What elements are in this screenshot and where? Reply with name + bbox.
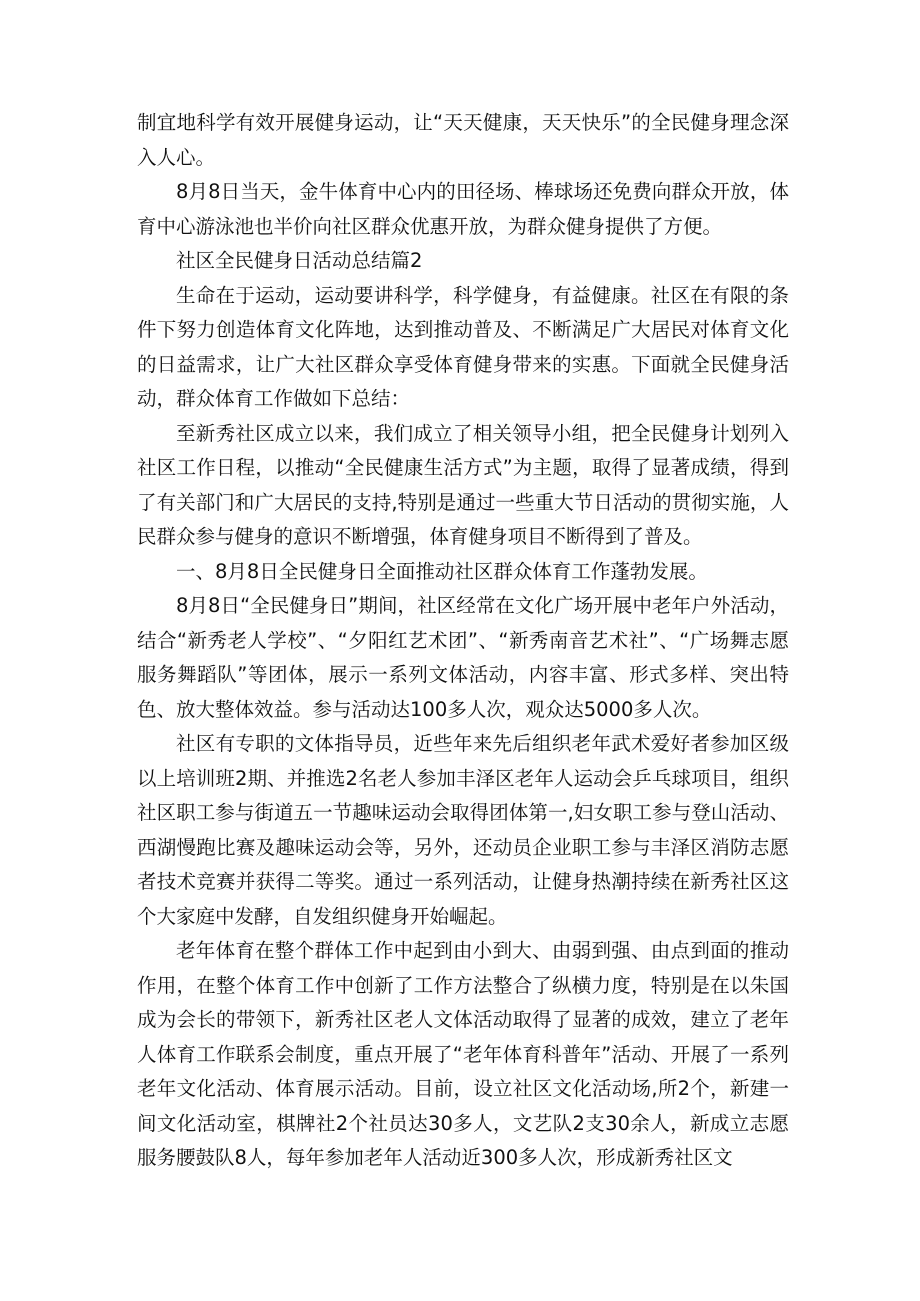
paragraph-since-founding: 至新秀社区成立以来，我们成立了相关领导小组，把全民健身计划列入社区工作日程，以推动“全民健康生活方式”为主题，取得了显著成绩，得到了有关部门和广大居民的支持,特别是通过一些重大节日活动的贯彻实施，人民群众参与健身的意识不断增强，体育健身项目不断得到了普及。 [137,421,789,548]
subsection-heading-1: 一、8月8日全民健身日全面推动社区群众体育工作蓬勃发展。 [176,559,708,583]
document-body [137,106,789,1176]
paragraph-fitness-day: 8月8日“全民健身日”期间，社区经常在文化广场开展中老年户外活动，结合“新秀老人学校”、“夕阳红艺术团”、“新秀南音艺术社”、“广场舞志愿服务舞蹈队”等团体，展示一系列文体活动，内容丰富、形式多样、突出特色、放大整体效益。参与活动达100多人次，观众达5000多人次。 [137,594,789,721]
paragraph-continuation: 制宜地科学有效开展健身运动，让“天天健康，天天快乐”的全民健身理念深入人心。 [137,111,789,169]
paragraph-august-8: 8月8日当天，金牛体育中心内的田径场、棒球场还免费向群众开放，体育中心游泳池也半价向社区群众优惠开放，为群众健身提供了方便。 [137,180,789,238]
paragraph-intro: 生命在于运动，运动要讲科学，科学健身，有益健康。社区在有限的条件下努力创造体育文化阵地，达到推动普及、不断满足广大居民对体育文化的日益需求，让广大社区群众享受体育健身带来的实惠。下面就全民健身活动，群众体育工作做如下总结： [137,283,789,410]
paragraph-elderly-sports: 老年体育在整个群体工作中起到由小到大、由弱到强、由点到面的推动作用，在整个体育工作中创新了工作方法整合了纵横力度，特别是在以朱国成为会长的带领下，新秀社区老人文体活动取得了显著的成效，建立了老年人体育工作联系会制度，重点开展了“老年体育科普年”活动、开展了一系列老年文化活动、体育展示活动。目前，设立社区文化活动场,所2个，新建一间文化活动室，棋牌社2个社员达30多人，文艺队2支30余人，新成立志愿服务腰鼓队8人，每年参加老年人活动近300多人次，形成新秀社区文 [137,939,789,1169]
paragraph-instructors: 社区有专职的文体指导员，近些年来先后组织老年武术爱好者参加区级以上培训班2期、并推选2名老人参加丰泽区老年人运动会乒乓球项目，组织社区职工参与街道五一节趣味运动会取得团体第一,妇女职工参与登山活动、西湖慢跑比赛及趣味运动会等，另外，还动员企业职工参与丰泽区消防志愿者技术竞赛并获得二等奖。通过一系列活动，让健身热潮持续在新秀社区这个大家庭中发酵，自发组织健身开始崛起。 [137,732,789,928]
section-heading: 社区全民健身日活动总结篇2 [176,249,423,272]
